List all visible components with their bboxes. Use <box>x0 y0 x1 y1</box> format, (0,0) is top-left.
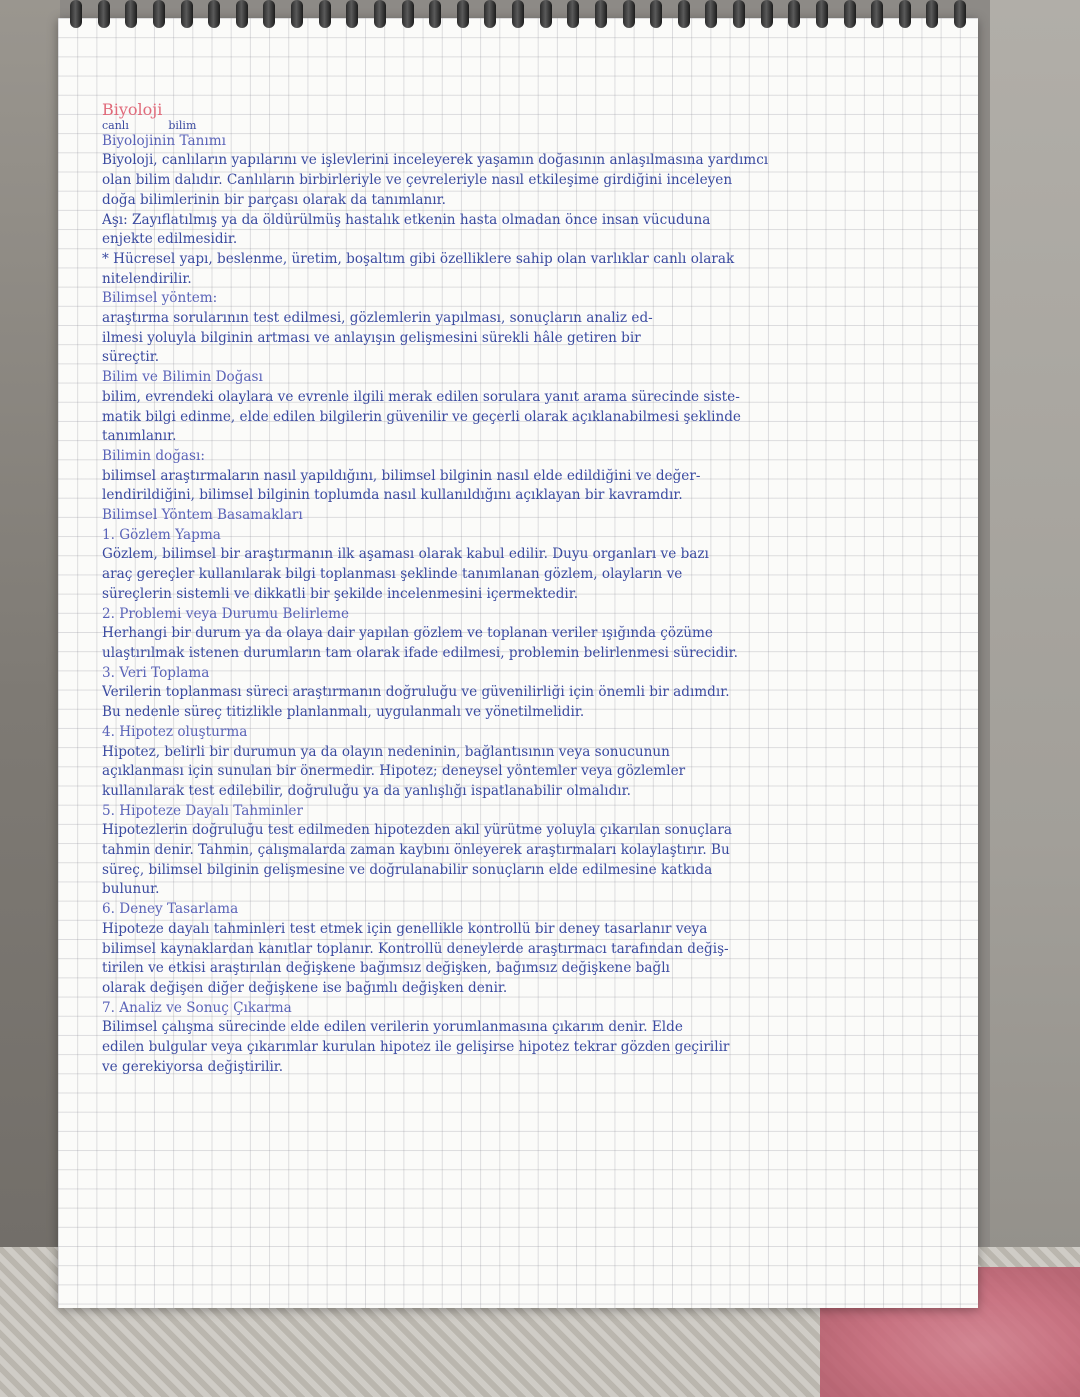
title-annotation-canli: canlı <box>102 119 129 132</box>
background-table-right <box>990 0 1080 1397</box>
spiral-coil <box>761 0 773 28</box>
note-line: süreçlerin sistemli ve dikkatli bir şekilde incelenmesini içermektedir. <box>102 585 579 602</box>
note-line: Gözlem, bilimsel bir araştırmanın ilk aşaması olarak kabul edilir. Duyu organları ve bazı <box>102 546 709 563</box>
spiral-coil <box>540 0 552 28</box>
note-line: süreçtir. <box>102 349 160 366</box>
note-line: Hipoteze dayalı tahminleri test etmek için genellikle kontrollü bir deney tasarlanır veya <box>102 920 708 937</box>
section-heading: 7. Analiz ve Sonuç Çıkarma <box>102 999 292 1016</box>
section-heading: Bilim ve Bilimin Doğası <box>102 369 263 386</box>
note-line: ulaştırılmak istenen durumların tam olarak ifade edilmesi, problemin belirlenmesi sürecidir. <box>102 644 738 661</box>
note-line: matik bilgi edinme, elde edilen bilgilerin güvenilir ve geçerli olarak açıklanabilmesi şeklinde <box>102 408 741 425</box>
note-line: bilimsel araştırmaların nasıl yapıldığını, bilimsel bilginin nasıl elde edildiğini ve değer- <box>102 467 701 484</box>
note-line: nitelendirilir. <box>102 270 192 287</box>
page-title: Biyoloji <box>102 100 163 119</box>
note-line: açıklanması için sunulan bir önermedir. Hipotez; deneysel yöntemler veya gözlemler <box>102 763 686 780</box>
notes-content <box>102 100 962 1077</box>
note-line: bilim, evrendeki olaylara ve evrenle ilgili merak edilen sorulara yanıt arama sürecinde siste- <box>102 388 740 405</box>
spiral-coil <box>263 0 275 28</box>
note-line: süreç, bilimsel bilginin gelişmesine ve doğrulanabilir sonuçların elde edilmesine katkıda <box>102 861 713 878</box>
spiral-coil <box>871 0 883 28</box>
section-heading: 2. Problemi veya Durumu Belirleme <box>102 605 350 622</box>
spiral-coil <box>595 0 607 28</box>
spiral-coil <box>899 0 911 28</box>
section-heading: Bilimin doğası: <box>102 447 205 464</box>
spiral-coil <box>319 0 331 28</box>
spiral-coil <box>816 0 828 28</box>
spiral-coil <box>512 0 524 28</box>
note-line: Hipotezlerin doğruluğu test edilmeden hipotezden akıl yürütme yoluyla çıkarılan sonuçlara <box>102 822 732 839</box>
section-heading: Bilimsel yöntem: <box>102 290 218 307</box>
spiral-coil <box>926 0 938 28</box>
note-line: olarak değişen diğer değişkene ise bağımlı değişken denir. <box>102 979 508 996</box>
spiral-coil <box>70 0 82 28</box>
spiral-coil <box>125 0 137 28</box>
note-line: Bilimsel çalışma sürecinde elde edilen verilerin yorumlanmasına çıkarım denir. Elde <box>102 1019 683 1036</box>
note-line: ve gerekiyorsa değiştirilir. <box>102 1058 284 1075</box>
section-heading: 4. Hipotez oluşturma <box>102 723 248 740</box>
note-line: lendirildiğini, bilimsel bilginin toplumda nasıl kullanıldığını açıklayan bir kavramdır. <box>102 487 683 504</box>
section-heading: 5. Hipoteze Dayalı Tahminler <box>102 802 303 819</box>
section-heading: Biyolojinin Tanımı <box>102 132 226 149</box>
spiral-coil <box>181 0 193 28</box>
spiral-coil <box>346 0 358 28</box>
note-line: olan bilim dalıdır. Canlıların birbirleriyle ve çevreleriyle nasıl etkileşime girdiğini inceleyen <box>102 172 733 189</box>
spiral-binding <box>58 0 978 32</box>
note-line: Hipotez, belirli bir durumun ya da olayın nedeninin, bağlantısının veya sonucunun <box>102 743 670 760</box>
spiral-coil <box>429 0 441 28</box>
spiral-coil <box>153 0 165 28</box>
title-annotation-bilim: bilim <box>168 119 197 132</box>
note-line: tahmin denir. Tahmin, çalışmalarda zaman kaybını önleyerek araştırmaları kolaylaştırır. Bu <box>102 842 730 859</box>
spiral-coil <box>844 0 856 28</box>
section-heading: 1. Gözlem Yapma <box>102 526 221 543</box>
note-line: Herhangi bir durum ya da olaya dair yapılan gözlem ve toplanan veriler ışığında çözüme <box>102 625 713 642</box>
title-annotation <box>102 120 962 132</box>
note-line: Verilerin toplanması süreci araştırmanın doğruluğu ve güvenilirliği için önemli bir adımdır. <box>102 684 730 701</box>
note-sections <box>102 132 962 1078</box>
spiral-coil <box>650 0 662 28</box>
note-line: edilen bulgular veya çıkarımlar kurulan hipotez ile gelişirse hipotez tekrar gözden geçirilir <box>102 1039 730 1056</box>
section-heading: 6. Deney Tasarlama <box>102 901 239 918</box>
note-line: Aşı: Zayıflatılmış ya da öldürülmüş hastalık etkenin hasta olmadan önce insan vücuduna <box>102 211 711 228</box>
spiral-coil <box>374 0 386 28</box>
spiral-coil <box>623 0 635 28</box>
spiral-coil <box>954 0 966 28</box>
note-line: Biyoloji, canlıların yapılarını ve işlevlerini inceleyerek yaşamın doğasının anlaşılmasına yardımcı <box>102 152 769 169</box>
note-line: bulunur. <box>102 881 160 898</box>
note-line: doğa bilimlerinin bir parçası olarak da tanımlanır. <box>102 191 446 208</box>
note-line: * Hücresel yapı, beslenme, üretim, boşaltım gibi özelliklere sahip olan varlıklar canlı olarak <box>102 250 735 267</box>
spiral-coil <box>208 0 220 28</box>
spiral-coil <box>678 0 690 28</box>
note-line: tanımlanır. <box>102 428 177 445</box>
note-line: tirilen ve etkisi araştırılan değişkene bağımsız değişken, bağımsız değişkene bağlı <box>102 960 670 977</box>
section-heading: 3. Veri Toplama <box>102 664 210 681</box>
note-line: ilmesi yoluyla bilginin artması ve anlayışın gelişmesini sürekli hâle getiren bir <box>102 329 641 346</box>
spiral-coil <box>402 0 414 28</box>
spiral-coil <box>788 0 800 28</box>
note-line: bilimsel kaynaklardan kanıtlar toplanır. Kontrollü deneylerde araştırmacı tarafından değiş- <box>102 940 729 957</box>
note-line: kullanılarak test edilebilir, doğruluğu ya da yanlışlığı ispatlanabilir olmalıdır. <box>102 782 631 799</box>
note-line: enjekte edilmesidir. <box>102 231 238 248</box>
note-line: araştırma sorularının test edilmesi, gözlemlerin yapılması, sonuçların analiz ed- <box>102 310 653 327</box>
section-heading: Bilimsel Yöntem Basamakları <box>102 507 303 524</box>
spiral-coil <box>291 0 303 28</box>
background-table-left <box>0 0 60 1397</box>
spiral-coil <box>484 0 496 28</box>
note-line: Bu nedenle süreç titizlikle planlanmalı, uygulanmalı ve yönetilmelidir. <box>102 704 585 721</box>
spiral-coil <box>733 0 745 28</box>
spiral-coil <box>567 0 579 28</box>
spiral-coil <box>98 0 110 28</box>
note-line: araç gereçler kullanılarak bilgi toplanması şeklinde tanımlanan gözlem, olayların ve <box>102 566 683 583</box>
spiral-coil <box>705 0 717 28</box>
spiral-coil <box>457 0 469 28</box>
spiral-coil <box>236 0 248 28</box>
